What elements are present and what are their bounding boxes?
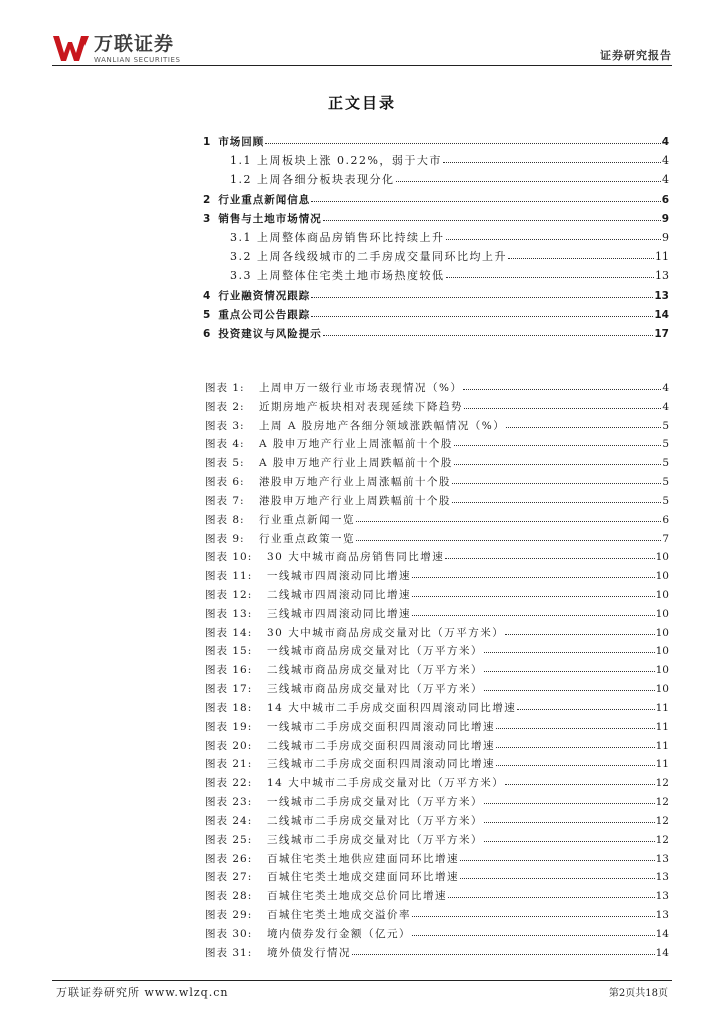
figure-page: 11	[655, 739, 669, 752]
toc-entry[interactable]	[230, 171, 669, 186]
figure-number: 图表 24:	[205, 814, 253, 827]
dot-leader	[323, 209, 661, 221]
toc-entry-page: 9	[662, 231, 669, 244]
toc-entry-label: 3.1 上周整体商品房销售环比持续上升	[230, 231, 445, 244]
figure-page: 4	[662, 382, 669, 394]
dot-leader	[484, 660, 655, 672]
figure-number: 图表 25:	[205, 833, 253, 846]
figure-page: 5	[662, 419, 669, 432]
figure-entry[interactable]	[205, 624, 669, 639]
figure-title: 30 大中城市商品房成交量对比（万平方米）	[267, 626, 505, 639]
toc-entry[interactable]	[203, 287, 669, 302]
figure-page: 13	[655, 852, 669, 865]
toc-entry[interactable]	[230, 248, 669, 263]
figure-title: 近期房地产板块相对表现延续下降趋势	[259, 400, 463, 413]
figure-number: 图表 9:	[205, 532, 245, 545]
figure-title: 境外债发行情况	[267, 946, 351, 959]
dot-leader	[463, 378, 661, 390]
figure-number: 图表 7:	[205, 494, 245, 507]
figure-number: 图表 14:	[205, 626, 253, 639]
figure-title: 一线城市四周滚动同比增速	[267, 570, 411, 583]
figure-page: 12	[655, 777, 669, 790]
figure-number: 图表 8:	[205, 513, 245, 526]
toc-entry[interactable]	[203, 191, 669, 206]
figure-number: 图表 3:	[205, 419, 245, 432]
figure-number: 图表 17:	[205, 683, 253, 696]
dot-leader	[460, 849, 655, 861]
figure-title: 百城住宅类土地成交溢价率	[267, 908, 411, 921]
toc-entry[interactable]	[230, 152, 669, 167]
logo-w-icon	[52, 34, 90, 62]
figure-page: 10	[655, 551, 669, 564]
figure-entry[interactable]	[205, 605, 669, 620]
figure-title: 上周申万一级行业市场表现情况（%）	[259, 382, 463, 394]
logo-english-name: WANLIAN SECURITIES	[94, 56, 181, 64]
dot-leader	[323, 324, 654, 336]
figure-number: 图表 19:	[205, 720, 253, 733]
toc-entry-page: 17	[654, 328, 669, 340]
figure-title: 百城住宅类土地成交总价同比增速	[267, 890, 447, 903]
figure-number: 图表 11:	[205, 570, 253, 583]
figure-entry[interactable]	[205, 680, 669, 695]
toc-entry-label: 销售与土地市场情况	[218, 212, 322, 225]
toc-entry[interactable]	[203, 325, 669, 340]
figure-number: 图表 23:	[205, 796, 253, 809]
dot-leader	[412, 566, 655, 578]
dot-leader	[484, 679, 655, 691]
toc-entry[interactable]	[203, 133, 669, 148]
toc-entry-label: 3.2 上周各线级城市的二手房成交量同环比均上升	[230, 250, 507, 264]
figure-entry[interactable]	[205, 417, 669, 432]
figure-page: 10	[655, 664, 669, 677]
toc-entry-number: 1	[203, 136, 211, 148]
figure-page: 5	[662, 494, 669, 507]
figure-title: 二线城市二手房成交量对比（万平方米）	[267, 814, 483, 827]
figure-entry[interactable]	[205, 530, 669, 545]
dot-leader	[454, 453, 661, 465]
figure-entry[interactable]	[205, 473, 669, 488]
toc-entry-number: 4	[203, 289, 211, 302]
dot-leader	[496, 717, 655, 729]
figure-number: 图表 26:	[205, 852, 253, 865]
dot-leader	[508, 247, 654, 259]
toc-entry-label: 行业融资情况跟踪	[218, 289, 311, 302]
figure-number: 图表 5:	[205, 457, 245, 470]
figure-number: 图表 21:	[205, 758, 253, 771]
dot-leader	[311, 305, 653, 317]
dot-leader	[452, 472, 661, 484]
figure-title: 行业重点政策一览	[259, 532, 355, 545]
dot-leader	[460, 867, 655, 879]
footer-divider	[52, 980, 672, 981]
figure-title: 行业重点新闻一览	[259, 513, 355, 526]
figure-title: 港股申万地产行业上周涨幅前十个股	[259, 476, 451, 489]
figure-number: 图表 10:	[205, 551, 253, 564]
toc-entry-number: 5	[203, 308, 211, 321]
figure-number: 图表 13:	[205, 607, 253, 620]
figure-page: 14	[655, 927, 669, 940]
figure-entry[interactable]	[205, 699, 669, 714]
figure-page: 11	[655, 758, 669, 771]
figure-entry[interactable]	[205, 793, 669, 808]
figure-entry[interactable]	[205, 831, 669, 846]
company-logo	[52, 34, 181, 64]
figure-title: 30 大中城市商品房销售同比增速	[267, 551, 445, 564]
dot-leader	[505, 623, 654, 635]
toc-entry-label: 3.3 上周整体住宅类土地市场热度较低	[230, 269, 445, 283]
toc-entry-page: 9	[661, 212, 669, 225]
dot-leader	[496, 736, 655, 748]
figure-entry[interactable]	[205, 567, 669, 582]
figure-page: 4	[662, 400, 669, 413]
figure-title: 一线城市二手房成交面积四周滚动同比增速	[267, 720, 495, 733]
figure-entry[interactable]	[205, 868, 669, 883]
figure-title: 港股申万地产行业上周跌幅前十个股	[259, 494, 451, 507]
dot-leader	[506, 416, 661, 428]
figure-number: 图表 22:	[205, 777, 253, 790]
figure-page: 10	[655, 683, 669, 696]
toc-entry-page: 6	[661, 193, 669, 206]
figure-number: 图表 27:	[205, 871, 253, 884]
toc-entry-number: 3	[203, 212, 211, 225]
figure-entry[interactable]	[205, 511, 669, 526]
dot-leader	[484, 792, 655, 804]
figure-page: 13	[655, 871, 669, 884]
figure-entry[interactable]	[205, 661, 669, 676]
figure-title: 三线城市商品房成交量对比（万平方米）	[267, 683, 483, 696]
dot-leader	[443, 151, 661, 163]
figure-title: 二线城市二手房成交面积四周滚动同比增速	[267, 739, 495, 752]
toc-entry-page: 11	[655, 250, 669, 264]
toc-entry[interactable]	[203, 210, 669, 225]
dot-leader	[446, 266, 655, 278]
figure-entry[interactable]	[205, 492, 669, 507]
dot-leader	[452, 491, 661, 503]
toc-entry-number: 6	[203, 328, 211, 340]
dot-leader	[517, 698, 654, 710]
figure-page: 10	[655, 626, 669, 639]
figure-entry[interactable]	[205, 737, 669, 752]
page-header	[52, 34, 672, 64]
dot-leader	[396, 170, 662, 182]
toc-entry[interactable]	[230, 229, 669, 244]
figure-number: 图表 20:	[205, 739, 253, 752]
toc-entry-label: 1.2 上周各细分板块表现分化	[230, 173, 395, 187]
figure-title: 百城住宅类土地成交建面同环比增速	[267, 871, 459, 884]
figure-number: 图表 1:	[205, 382, 245, 394]
figure-title: 境内债券发行金额（亿元）	[267, 927, 411, 940]
toc-entry-page: 4	[662, 173, 669, 187]
figure-entry[interactable]	[205, 887, 669, 902]
figure-title: 三线城市二手房成交量对比（万平方米）	[267, 833, 483, 846]
dot-leader	[464, 397, 661, 409]
figure-entry[interactable]	[205, 906, 669, 921]
dot-leader	[448, 886, 655, 898]
dot-leader	[484, 830, 655, 842]
figure-title: 14 大中城市二手房成交面积四周滚动同比增速	[267, 701, 517, 714]
dot-leader	[352, 943, 655, 955]
toc-entry-page: 4	[661, 136, 669, 148]
figure-entry[interactable]	[205, 944, 669, 959]
report-type-label: 证券研究报告	[600, 49, 672, 62]
dot-leader	[356, 510, 661, 522]
figure-entry[interactable]	[205, 812, 669, 827]
figure-page: 10	[655, 607, 669, 620]
dot-leader	[311, 286, 653, 298]
toc-entry-label: 市场回顾	[218, 136, 265, 148]
figure-page: 10	[655, 589, 669, 602]
figure-title: 一线城市二手房成交量对比（万平方米）	[267, 796, 483, 809]
figure-number: 图表 6:	[205, 476, 245, 489]
dot-leader	[505, 773, 654, 785]
toc-entry-label: 行业重点新闻信息	[218, 193, 311, 206]
figure-page: 10	[655, 570, 669, 583]
figure-title: A 股申万地产行业上周涨幅前十个股	[259, 438, 453, 451]
toc-entry-page: 4	[662, 154, 669, 168]
toc-entry-page: 13	[655, 269, 669, 283]
figure-entry[interactable]	[205, 454, 669, 469]
figure-entry[interactable]	[205, 642, 669, 657]
figure-number: 图表 31:	[205, 946, 253, 959]
dot-leader	[484, 641, 655, 653]
dot-leader	[412, 585, 655, 597]
footer-page-number: 第2页共18页	[608, 988, 668, 999]
toc-entry-page: 14	[654, 308, 669, 321]
figure-entry[interactable]	[205, 379, 669, 394]
dot-leader	[496, 754, 655, 766]
figure-title: 上周 A 股房地产各细分领域涨跌幅情况（%）	[259, 419, 506, 432]
dot-leader	[412, 924, 655, 936]
figure-entry[interactable]	[205, 548, 669, 563]
dot-leader	[356, 529, 661, 541]
dot-leader	[484, 811, 655, 823]
figure-title: 一线城市商品房成交量对比（万平方米）	[267, 645, 483, 658]
footer-institute: 万联证券研究所 www.wlzq.cn	[56, 986, 229, 999]
figure-entry[interactable]	[205, 586, 669, 601]
figure-entry[interactable]	[205, 774, 669, 789]
figure-entry[interactable]	[205, 398, 669, 413]
logo-chinese-name: 万联证券	[94, 33, 175, 55]
figure-number: 图表 2:	[205, 400, 245, 413]
toc-entry-number: 2	[203, 193, 211, 206]
figure-page: 13	[655, 890, 669, 903]
figure-number: 图表 12:	[205, 589, 253, 602]
figure-title: 三线城市二手房成交面积四周滚动同比增速	[267, 758, 495, 771]
figure-page: 11	[655, 720, 669, 733]
figure-title: A 股申万地产行业上周跌幅前十个股	[259, 457, 453, 470]
figure-page: 5	[662, 476, 669, 489]
figure-number: 图表 30:	[205, 927, 253, 940]
figure-number: 图表 28:	[205, 890, 253, 903]
dot-leader	[265, 132, 660, 144]
dot-leader	[412, 905, 655, 917]
toc-entry[interactable]	[230, 267, 669, 282]
figure-entry[interactable]	[205, 435, 669, 450]
figure-page: 13	[655, 908, 669, 921]
figure-page: 10	[655, 645, 669, 658]
figure-title: 三线城市四周滚动同比增速	[267, 607, 411, 620]
figure-page: 7	[662, 532, 669, 545]
figure-entry[interactable]	[205, 718, 669, 733]
figure-page: 6	[662, 513, 669, 526]
toc-entry-label: 投资建议与风险提示	[218, 328, 322, 340]
figure-title: 14 大中城市二手房成交量对比（万平方米）	[267, 777, 505, 790]
dot-leader	[412, 604, 655, 616]
figure-page: 11	[655, 701, 669, 714]
figure-number: 图表 18:	[205, 701, 253, 714]
figure-entry[interactable]	[205, 850, 669, 865]
figure-page: 5	[662, 457, 669, 470]
header-divider	[52, 65, 672, 66]
dot-leader	[445, 547, 654, 559]
figure-entry[interactable]	[205, 925, 669, 940]
figure-page: 12	[655, 796, 669, 809]
toc-title: 正文目录	[327, 94, 396, 112]
figure-page: 14	[655, 946, 669, 959]
figure-title: 二线城市商品房成交量对比（万平方米）	[267, 664, 483, 677]
toc-entry[interactable]	[203, 306, 669, 321]
dot-leader	[311, 190, 660, 202]
figure-title: 二线城市四周滚动同比增速	[267, 589, 411, 602]
toc-entry-label: 重点公司公告跟踪	[218, 308, 311, 321]
figure-page: 12	[655, 814, 669, 827]
figure-page: 5	[662, 438, 669, 451]
figure-number: 图表 15:	[205, 645, 253, 658]
toc-entry-label: 1.1 上周板块上涨 0.22%，弱于大市	[230, 154, 442, 168]
figure-entry[interactable]	[205, 755, 669, 770]
figure-title: 百城住宅类土地供应建面同环比增速	[267, 852, 459, 865]
figure-number: 图表 29:	[205, 908, 253, 921]
figure-page: 12	[655, 833, 669, 846]
figure-number: 图表 16:	[205, 664, 253, 677]
toc-entry-page: 13	[654, 289, 669, 302]
figure-number: 图表 4:	[205, 438, 245, 451]
dot-leader	[454, 434, 661, 446]
dot-leader	[446, 228, 662, 240]
